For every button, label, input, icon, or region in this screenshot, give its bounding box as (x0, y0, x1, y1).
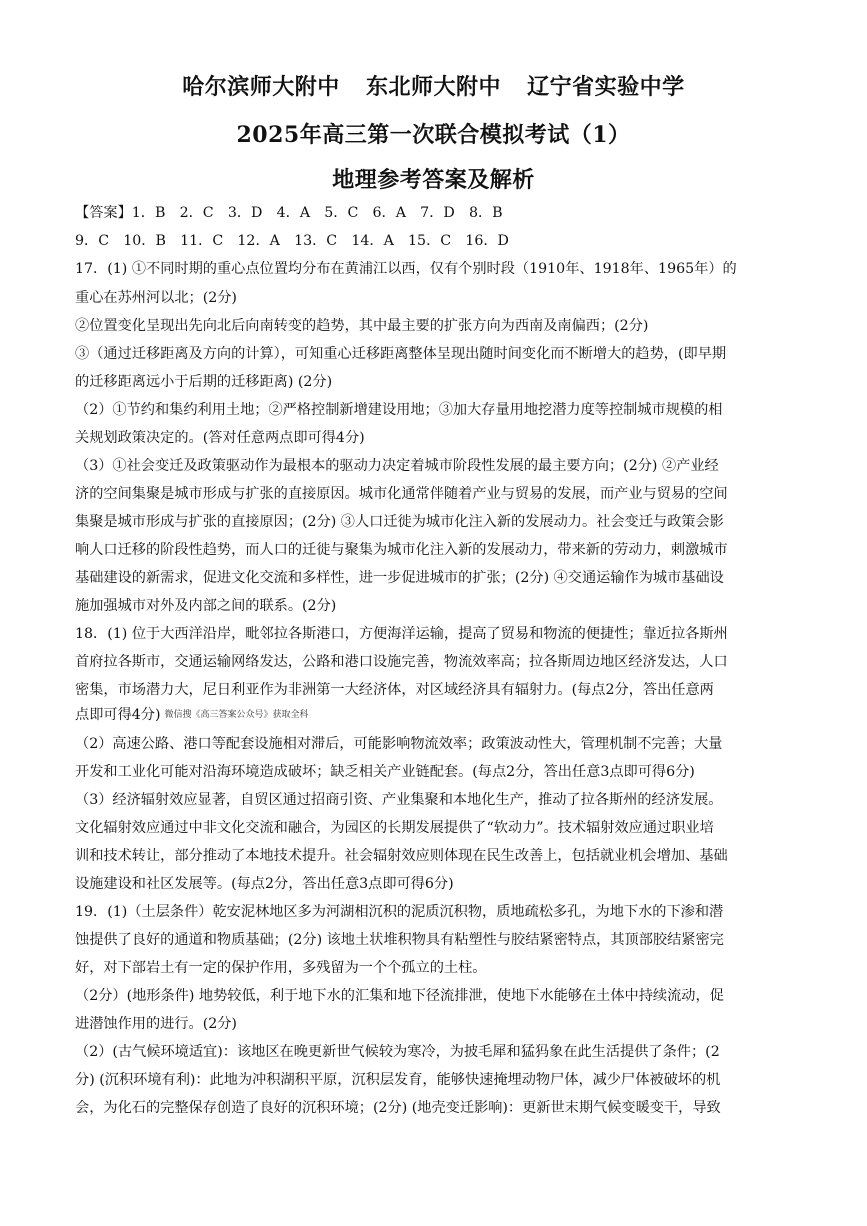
answer-key-line-1: 【答案】1．B 2．C 3．D 4．A 5．C 6．A 7．D 8．B (75, 205, 503, 221)
document-title: 地理参考答案及解析 (332, 167, 535, 193)
q19-text-line: 会，为化石的完整保存创造了良好的沉积环境；(2分) (地壳变迁影响)：更新世末期气候变暖变干，导致 (75, 1100, 721, 1116)
q17-text-line: 基础建设的新需求，促进文化交流和多样性，进一步促进城市的扩张；(2分) ④交通运输作为城市基础设 (75, 570, 724, 586)
q17-text-line: 重心在苏州河以北；(2分) (75, 290, 237, 306)
answer-key-line-2: 9．C 10．B 11．C 12．A 13．C 14．A 15．C 16．D (75, 233, 509, 249)
q18-text-line: 18．(1) 位于大西洋沿岸，毗邻拉各斯港口，方便海洋运输，提高了贸易和物流的便捷性；靠近拉各斯州 (75, 626, 728, 642)
q18-text-line: （2）高速公路、港口等配套设施相对滞后，可能影响物流效率；政策波动性大，管理机制不完善；大量 (75, 736, 723, 752)
q17-text-line: ③（通过迁移距离及方向的计算），可知重心迁移距离整体呈现出随时间变化而不断增大的趋势，(即早期 (75, 346, 727, 362)
q18-text-line: （3）经济辐射效应显著，自贸区通过招商引资、产业集聚和本地化生产，推动了拉各斯州的经济发展。 (75, 792, 723, 808)
q18-text-line: 点即可得4分) 微信搜《高三答案公众号》获取全科 (75, 707, 309, 723)
q18-text-line: 首府拉各斯市，交通运输网络发达，公路和港口设施完善，物流效率高；拉各斯周边地区经济发达，人口 (75, 654, 728, 670)
q17-text-line: 17．(1) ①不同时期的重心点位置均分布在黄浦江以西，仅有个别时段（1910年、1918年、1965年）的 (75, 261, 737, 277)
q17-text-line: 施加强城市对外及内部之间的联系。(2分) (75, 598, 337, 614)
q18-text-line: 训和技术转让，部分推动了本地技术提升。社会辐射效应则体现在民生改善上，包括就业机会增加、基础 (75, 848, 728, 864)
q17-text-line: 的迁移距离远小于后期的迁移距离) (2分) (75, 374, 333, 390)
q18-text-line: 文化辐射效应通过中非文化交流和融合，为园区的长期发展提供了“软动力”。技术辐射效应通过职业培 (75, 820, 714, 836)
q19-text-line: 进潜蚀作用的进行。(2分) (75, 1016, 237, 1032)
q18-text-line: 密集，市场潜力大，尼日利亚作为非洲第一大经济体，对区域经济具有辐射力。(每点2分，答出任意两 (75, 682, 714, 698)
school-name-2: 东北师大附中 (365, 74, 501, 100)
school-names-heading (0, 70, 867, 101)
q19-text-line: （2）(古气候环境适宜)：该地区在晚更新世气候较为寒冷，为披毛犀和猛犸象在此生活提供了条件；(2 (75, 1044, 720, 1060)
school-name-3: 辽宁省实验中学 (527, 74, 685, 100)
school-name-1: 哈尔滨师大附中 (182, 74, 340, 100)
exam-title: 2025年高三第一次联合模拟考试（1） (236, 122, 631, 148)
q17-text-line: 济的空间集聚是城市形成与扩张的直接原因。城市化通常伴随着产业与贸易的发展，而产业与贸易的空间 (75, 486, 728, 502)
q19-text-line: 19．(1)（土层条件）乾安泥林地区多为河湖相沉积的泥质沉积物，质地疏松多孔，为地下水的下渗和潜 (75, 904, 724, 920)
q19-text-line: 分) (沉积环境有利)：此地为冲积湖积平原，沉积层发育，能够快速掩埋动物尸体，减少尸体被破坏的机 (75, 1072, 721, 1088)
q17-text-line: ②位置变化呈现出先向北后向南转变的趋势，其中最主要的扩张方向为西南及南偏西；(2分) (75, 318, 649, 334)
q17-text-line: （2）①节约和集约利用土地；②严格控制新增建设用地；③加大存量用地挖潜力度等控制城市规模的相 (75, 402, 723, 418)
q19-text-line: 好，对下部岩土有一定的保护作用，多残留为一个个孤立的土柱。 (75, 960, 487, 976)
q17-text-line: （3）①社会变迁及政策驱动作为最根本的驱动力决定着城市阶段性发展的最主要方向；(2分) ②产业经 (75, 458, 719, 474)
q18-text-line: 设施建设和社区发展等。(每点2分，答出任意3点即可得6分) (75, 876, 454, 892)
wechat-note: 微信搜《高三答案公众号》获取全科 (164, 710, 309, 720)
q18-text-line: 开发和工业化可能对沿海环境造成破坏；缺乏相关产业链配套。(每点2分，答出任意3点即可得6分) (75, 764, 695, 780)
q19-text-line: 蚀提供了良好的通道和物质基础；(2分) 该地土状堆积物具有粘塑性与胶结紧密特点，其顶部胶结紧密完 (75, 932, 724, 948)
q17-text-line: 集聚是城市形成与扩张的直接原因；(2分) ③人口迁徙为城市化注入新的发展动力。社会变迁与政策会影 (75, 514, 724, 530)
q17-text-line: 关规划政策决定的。(答对任意两点即可得4分) (75, 430, 365, 446)
q19-text-line: （2分）(地形条件) 地势较低，利于地下水的汇集和地下径流排泄，使地下水能够在土体中持续流动，促 (75, 988, 724, 1004)
q17-text-line: 响人口迁移的阶段性趋势，而人口的迁徙与聚集为城市化注入新的发展动力，带来新的劳动力，刺激城市 (75, 542, 728, 558)
